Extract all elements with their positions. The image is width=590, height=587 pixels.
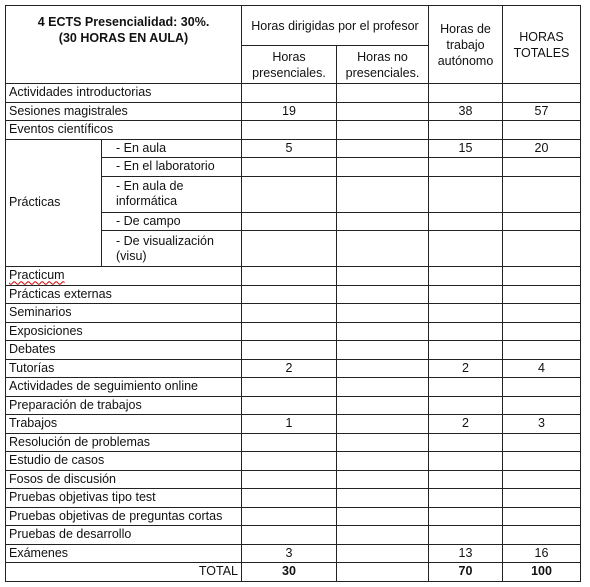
- cell-horas-no-presenciales: [337, 304, 429, 323]
- cell-horas-no-presenciales: [337, 526, 429, 545]
- practicas-sub-label: - En aula: [102, 139, 242, 158]
- table-row: [6, 84, 581, 103]
- cell-horas-presenciales: [242, 212, 337, 231]
- ects-table-container: [5, 5, 581, 582]
- cell-horas-totales: [503, 304, 581, 323]
- cell-horas-totales: [503, 212, 581, 231]
- table-row: [6, 470, 581, 489]
- cell-horas-no-presenciales: [337, 544, 429, 563]
- cell-horas-totales: [503, 231, 581, 267]
- cell-horas-presenciales: 5: [242, 139, 337, 158]
- practicas-row: [6, 139, 581, 158]
- cell-horas-autonomo: [429, 304, 503, 323]
- cell-horas-totales: [503, 285, 581, 304]
- table-title-cell: [6, 6, 242, 84]
- cell-horas-autonomo: 15: [429, 139, 503, 158]
- cell-horas-totales: [503, 507, 581, 526]
- activity-label: Actividades introductorias: [6, 84, 242, 103]
- cell-horas-presenciales: [242, 231, 337, 267]
- practicas-sub-label: - De visualización (visu): [102, 231, 242, 267]
- cell-horas-autonomo: [429, 176, 503, 212]
- table-row: [6, 452, 581, 471]
- cell-horas-totales: [503, 378, 581, 397]
- cell-horas-totales: [503, 396, 581, 415]
- cell-horas-autonomo: 13: [429, 544, 503, 563]
- cell-horas-totales: [503, 470, 581, 489]
- activity-label: Prácticas externas: [6, 285, 242, 304]
- cell-horas-presenciales: [242, 378, 337, 397]
- cell-horas-presenciales: [242, 176, 337, 212]
- practicas-sub-label: - En el laboratorio: [102, 158, 242, 177]
- cell-horas-autonomo: [429, 322, 503, 341]
- activity-label: Preparación de trabajos: [6, 396, 242, 415]
- cell-horas-presenciales: 3: [242, 544, 337, 563]
- total-label: TOTAL: [6, 563, 242, 582]
- cell-horas-autonomo: [429, 158, 503, 177]
- activity-label: Sesiones magistrales: [6, 102, 242, 121]
- cell-horas-no-presenciales: [337, 231, 429, 267]
- cell-horas-presenciales: [242, 341, 337, 360]
- activity-label: Trabajos: [6, 415, 242, 434]
- cell-horas-no-presenciales: [337, 489, 429, 508]
- practicas-sub-label: - En aula de informática: [102, 176, 242, 212]
- activity-label: Resolución de problemas: [6, 433, 242, 452]
- table-row: [6, 267, 581, 286]
- cell-horas-presenciales: [242, 121, 337, 140]
- cell-horas-no-presenciales: [337, 322, 429, 341]
- cell-horas-presenciales: [242, 158, 337, 177]
- cell-horas-no-presenciales: [337, 452, 429, 471]
- cell-horas-presenciales: [242, 433, 337, 452]
- cell-horas-totales: [503, 341, 581, 360]
- cell-horas-totales: [503, 322, 581, 341]
- cell-horas-autonomo: [429, 341, 503, 360]
- cell-horas-autonomo: 2: [429, 359, 503, 378]
- cell-horas-no-presenciales: [337, 158, 429, 177]
- cell-horas-presenciales: 30: [242, 563, 337, 582]
- cell-horas-presenciales: 2: [242, 359, 337, 378]
- table-row: [6, 433, 581, 452]
- header-horas-presenciales: Horas presenciales.: [242, 46, 337, 84]
- cell-horas-no-presenciales: [337, 563, 429, 582]
- table-row: [6, 304, 581, 323]
- cell-horas-autonomo: [429, 285, 503, 304]
- table-subtitle: (30 HORAS EN AULA): [58, 31, 189, 45]
- header-horas-no-presenciales: Horas no presenciales.: [337, 46, 429, 84]
- cell-horas-totales: [503, 84, 581, 103]
- cell-horas-no-presenciales: [337, 102, 429, 121]
- activity-label: Actividades de seguimiento online: [6, 378, 242, 397]
- cell-horas-presenciales: [242, 507, 337, 526]
- table-row: [6, 415, 581, 434]
- cell-horas-totales: 20: [503, 139, 581, 158]
- cell-horas-presenciales: [242, 322, 337, 341]
- activity-label: Pruebas objetivas de preguntas cortas: [6, 507, 242, 526]
- total-row: [6, 563, 581, 582]
- ects-hours-table: [5, 5, 581, 582]
- table-title: 4 ECTS Presencialidad: 30%.: [37, 15, 210, 29]
- cell-horas-autonomo: [429, 267, 503, 286]
- table-row: [6, 322, 581, 341]
- cell-horas-autonomo: 70: [429, 563, 503, 582]
- table-row: [6, 489, 581, 508]
- cell-horas-presenciales: 19: [242, 102, 337, 121]
- table-row: [6, 396, 581, 415]
- table-row: [6, 285, 581, 304]
- cell-horas-totales: [503, 433, 581, 452]
- header-row-1: [6, 6, 581, 46]
- cell-horas-presenciales: 1: [242, 415, 337, 434]
- activity-label: Pruebas objetivas tipo test: [6, 489, 242, 508]
- cell-horas-presenciales: [242, 396, 337, 415]
- cell-horas-autonomo: [429, 231, 503, 267]
- table-row: [6, 121, 581, 140]
- cell-horas-no-presenciales: [337, 267, 429, 286]
- cell-horas-totales: [503, 489, 581, 508]
- cell-horas-no-presenciales: [337, 507, 429, 526]
- activity-label: Pruebas de desarrollo: [6, 526, 242, 545]
- table-row: [6, 507, 581, 526]
- cell-horas-no-presenciales: [337, 212, 429, 231]
- cell-horas-totales: [503, 121, 581, 140]
- table-row: [6, 526, 581, 545]
- cell-horas-autonomo: [429, 433, 503, 452]
- cell-horas-no-presenciales: [337, 470, 429, 489]
- cell-horas-no-presenciales: [337, 285, 429, 304]
- cell-horas-totales: [503, 526, 581, 545]
- cell-horas-autonomo: 38: [429, 102, 503, 121]
- header-horas-dirigidas: Horas dirigidas por el profesor: [242, 6, 429, 46]
- activity-label: Exámenes: [6, 544, 242, 563]
- cell-horas-totales: [503, 267, 581, 286]
- activity-label: Seminarios: [6, 304, 242, 323]
- activity-label: Tutorías: [6, 359, 242, 378]
- cell-horas-presenciales: [242, 452, 337, 471]
- cell-horas-autonomo: [429, 489, 503, 508]
- cell-horas-no-presenciales: [337, 139, 429, 158]
- cell-horas-totales: [503, 176, 581, 212]
- cell-horas-autonomo: [429, 212, 503, 231]
- cell-horas-no-presenciales: [337, 84, 429, 103]
- cell-horas-autonomo: [429, 121, 503, 140]
- cell-horas-autonomo: [429, 396, 503, 415]
- cell-horas-totales: 100: [503, 563, 581, 582]
- table-row: [6, 544, 581, 563]
- header-horas-autonomo: Horas de trabajo autónomo: [429, 6, 503, 84]
- activity-label: Practicum: [6, 267, 242, 286]
- practicas-sub-label: - De campo: [102, 212, 242, 231]
- activity-label: Estudio de casos: [6, 452, 242, 471]
- activity-label: Eventos científicos: [6, 121, 242, 140]
- cell-horas-no-presenciales: [337, 176, 429, 212]
- cell-horas-no-presenciales: [337, 396, 429, 415]
- cell-horas-presenciales: [242, 267, 337, 286]
- cell-horas-totales: 57: [503, 102, 581, 121]
- cell-horas-totales: 16: [503, 544, 581, 563]
- cell-horas-no-presenciales: [337, 341, 429, 360]
- cell-horas-autonomo: [429, 452, 503, 471]
- cell-horas-totales: [503, 452, 581, 471]
- table-row: [6, 359, 581, 378]
- activity-label: Exposiciones: [6, 322, 242, 341]
- activity-label: Debates: [6, 341, 242, 360]
- cell-horas-presenciales: [242, 470, 337, 489]
- cell-horas-no-presenciales: [337, 121, 429, 140]
- table-row: [6, 378, 581, 397]
- cell-horas-totales: 4: [503, 359, 581, 378]
- cell-horas-no-presenciales: [337, 378, 429, 397]
- cell-horas-totales: [503, 158, 581, 177]
- cell-horas-presenciales: [242, 489, 337, 508]
- cell-horas-totales: 3: [503, 415, 581, 434]
- cell-horas-autonomo: [429, 378, 503, 397]
- table-row: [6, 102, 581, 121]
- activity-label: Fosos de discusión: [6, 470, 242, 489]
- cell-horas-autonomo: 2: [429, 415, 503, 434]
- cell-horas-autonomo: [429, 526, 503, 545]
- cell-horas-presenciales: [242, 526, 337, 545]
- cell-horas-no-presenciales: [337, 415, 429, 434]
- cell-horas-presenciales: [242, 84, 337, 103]
- cell-horas-no-presenciales: [337, 433, 429, 452]
- header-horas-totales: HORAS TOTALES: [503, 6, 581, 84]
- cell-horas-no-presenciales: [337, 359, 429, 378]
- cell-horas-presenciales: [242, 304, 337, 323]
- cell-horas-autonomo: [429, 507, 503, 526]
- table-row: [6, 341, 581, 360]
- practicas-label: Prácticas: [6, 139, 102, 267]
- cell-horas-autonomo: [429, 470, 503, 489]
- cell-horas-presenciales: [242, 285, 337, 304]
- cell-horas-autonomo: [429, 84, 503, 103]
